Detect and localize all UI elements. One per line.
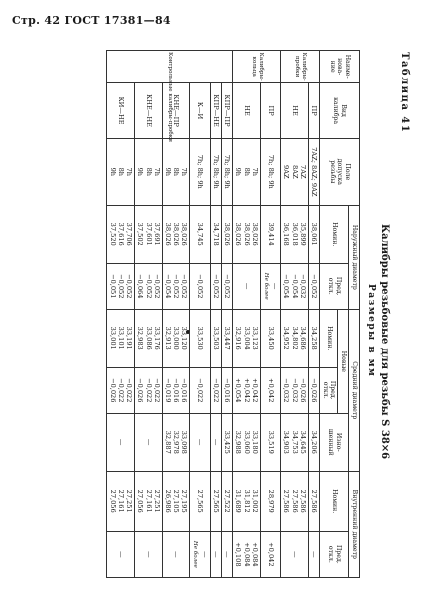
middle-worn-cell: 34,645 34,753 34,903 [281,413,309,471]
table-number: Таблица 41 [399,52,410,134]
middle-dev-cell: −0,016 −0,016 −0,019 [162,367,190,413]
middle-worn-cell: — [190,413,210,471]
col-name-header: Наиме- нова- ние [320,51,360,83]
middle-dev-cell: −0,026 [308,367,319,413]
table-subcaption: Размеры в мм [366,284,376,378]
outer-nom-cell: 38,026 38,026 38,026 [233,205,261,263]
middle-nom-header: Номин. [320,309,339,367]
table-row [260,51,280,578]
field-cell: 7AZ; 8AZ; 9AZ [308,138,319,205]
outer-dev-cell: — [233,263,261,309]
outer-nom-header: Номин. [320,205,349,263]
col-middle-header: Средний диаметр [349,309,360,471]
table-row [190,51,210,578]
middle-nom-cell: 33,123 33,004 32,916 [233,309,261,367]
outer-dev-header: Пред. откл. [320,263,349,309]
middle-worn-cell: — [107,413,135,471]
gauge-table [106,50,360,578]
table-row [221,51,232,578]
outer-nom-cell: 34,718 [210,205,221,263]
rotated-page [58,44,414,584]
middle-worn-header: Изно- шенный [320,413,349,471]
kind-cell: КНЕ—НЕ [135,83,163,138]
kind-cell: ПР [260,83,280,138]
kind-cell: НЕ [281,83,309,138]
inner-dev-cell: — [221,531,232,577]
group-label: Контрольные калибры-пробки [107,51,233,83]
inner-dev-cell: — [162,531,190,577]
table-row [135,51,163,578]
page-header: Стр. 42 ГОСТ 17381—84 [12,14,171,27]
middle-dev-cell: −0,026 −0,032 −0,032 [281,367,309,413]
outer-nom-cell: 38,026 [221,205,232,263]
inner-nom-cell: 27,565 [190,471,210,531]
note-ne-bolee: Не более [262,272,269,300]
middle-dev-cell: −0,022 [210,367,221,413]
outer-nom-cell: 38,026 38,026 38,026 [162,205,190,263]
middle-worn-cell: 33,180 33,060 32,988 [233,413,261,471]
inner-nom-cell: 27,522 [221,471,232,531]
outer-dev-value: — [271,282,280,290]
group-label: Калибры- кольца [233,51,281,83]
group-label: Калибры- пробки [281,51,320,83]
inner-nom-cell: 27,195 27,105 26,986 [162,471,190,531]
inner-dev-cell [190,531,210,577]
kind-cell: КПР—НЕ [210,83,221,138]
col-field-header: Поле допуска резьбы [320,138,360,205]
inner-dev-cell: +0,084 +0,084 +0,108 [233,531,261,577]
field-cell: 7h; 8h; 9h [221,138,232,205]
inner-dev-cell: +0,042 [260,531,280,577]
outer-nom-cell: 37,706 37,616 37,520 [107,205,135,263]
kind-cell: КНЕ—ПР [162,83,190,138]
middle-dev-cell: −0,022 −0,022 −0,026 [135,367,163,413]
outer-dev-cell: −0,052 [221,263,232,309]
field-cell: 7h 8h 9h [162,138,190,205]
kind-cell: К—И [190,83,210,138]
inner-nom-cell: 27,251 27,161 27,056 [107,471,135,531]
inner-dev-value: — [200,551,209,558]
middle-new-header: Новые [338,309,349,413]
inner-dev-cell: — [135,531,163,577]
middle-worn-cell: 33,098 32,978 32,887 [162,413,190,471]
outer-dev-cell: −0,052 [308,263,319,309]
middle-nom-cell: 33,450 [260,309,280,367]
col-inner-header: Внутренний диаметр [349,471,360,577]
middle-worn-cell: 33,425 [221,413,232,471]
inner-nom-cell: 27,586 27,586 27,586 [281,471,309,531]
outer-nom-cell: 34,745 [190,205,210,263]
outer-nom-cell: 35,899 36,018 36,168 [281,205,309,263]
kind-cell: НЕ [233,83,261,138]
middle-dev-cell: −0,022 [190,367,210,413]
outer-dev-cell: −0,052 −0,052 −0,054 [162,263,190,309]
inner-nom-cell: 31,002 31,812 31,689 [233,471,261,531]
outer-dev-cell: −0,032 −0,054 −0,054 [281,263,309,309]
field-cell: 7h 8h 9h [233,138,261,205]
field-cell: 7h 8h 9h [135,138,163,205]
col-kind-header: Вид калибра [320,83,360,138]
kind-cell: КИ—НЕ [107,83,135,138]
note-ne-bolee: Не более [192,540,199,568]
middle-worn-cell: — [210,413,221,471]
middle-dev-cell: +0,042 [260,367,280,413]
outer-nom-cell: 39,414 [260,205,280,263]
table-row [233,51,261,578]
kind-cell: КПР—ПР [221,83,232,138]
middle-nom-cell: 33,447 [221,309,232,367]
outer-dev-cell: −0,052 [210,263,221,309]
middle-nom-cell: 34,686 34,802 34,952 [281,309,309,367]
middle-nom-cell: 33,176 33,086 32,983 [135,309,163,367]
outer-dev-cell [260,263,280,309]
inner-nom-cell: 27,251 27,161 27,056 [135,471,163,531]
inner-nom-cell: 27,586 [308,471,319,531]
middle-dev-cell: −0,016 [221,367,232,413]
field-cell: 7h; 8h; 9h [260,138,280,205]
inner-dev-header: Пред. откл. [320,531,349,577]
middle-worn-cell: 34,206 [308,413,319,471]
outer-nom-cell: 37,691 37,601 37,502 [135,205,163,263]
kind-cell: ПР [308,83,319,138]
outer-dev-cell: −0,052 −0,052 −0,051 [107,263,135,309]
table-caption: Калибры резьбовые для резьбы S 38×6 [379,224,390,460]
inner-nom-header: Номин. [320,471,349,531]
col-outer-header: Наружный диаметр [349,205,360,309]
middle-nom-cell: 33,503 [210,309,221,367]
field-cell: 7h; 8h; 9h [210,138,221,205]
middle-dev-header: Пред. откл. [320,367,339,413]
inner-nom-cell: 27,565 [210,471,221,531]
inner-dev-cell: — [210,531,221,577]
field-cell: 7AZ 8AZ 9AZ [281,138,309,205]
middle-nom-cell: 33,120 33,000 32,913 [162,309,190,367]
middle-nom-cell: 33,191 33,101 33,001 [107,309,135,367]
outer-dev-cell: −0,052 [190,263,210,309]
middle-nom-cell: 34,258 [308,309,319,367]
table-row [308,51,319,578]
table-row [107,51,135,578]
inner-dev-cell: — [308,531,319,577]
middle-worn-cell: — [135,413,163,471]
inner-dev-cell: — [281,531,309,577]
table-row [281,51,309,578]
field-cell: 7h; 8h; 9h [190,138,210,205]
middle-dev-cell: +0,042 +0,042 +0,054 [233,367,261,413]
table-row [210,51,221,578]
middle-nom-cell: 33,530 [190,309,210,367]
middle-dev-cell: −0,022 −0,022 −0,026 [107,367,135,413]
field-cell: 7h 8h 9h [107,138,135,205]
outer-dev-cell: −0,052 −0,052 −0,064 [135,263,163,309]
outer-nom-cell: 38,061 [308,205,319,263]
inner-nom-cell: 28,979 [260,471,280,531]
inner-dev-cell: — [107,531,135,577]
middle-worn-cell: 33,519 [260,413,280,471]
